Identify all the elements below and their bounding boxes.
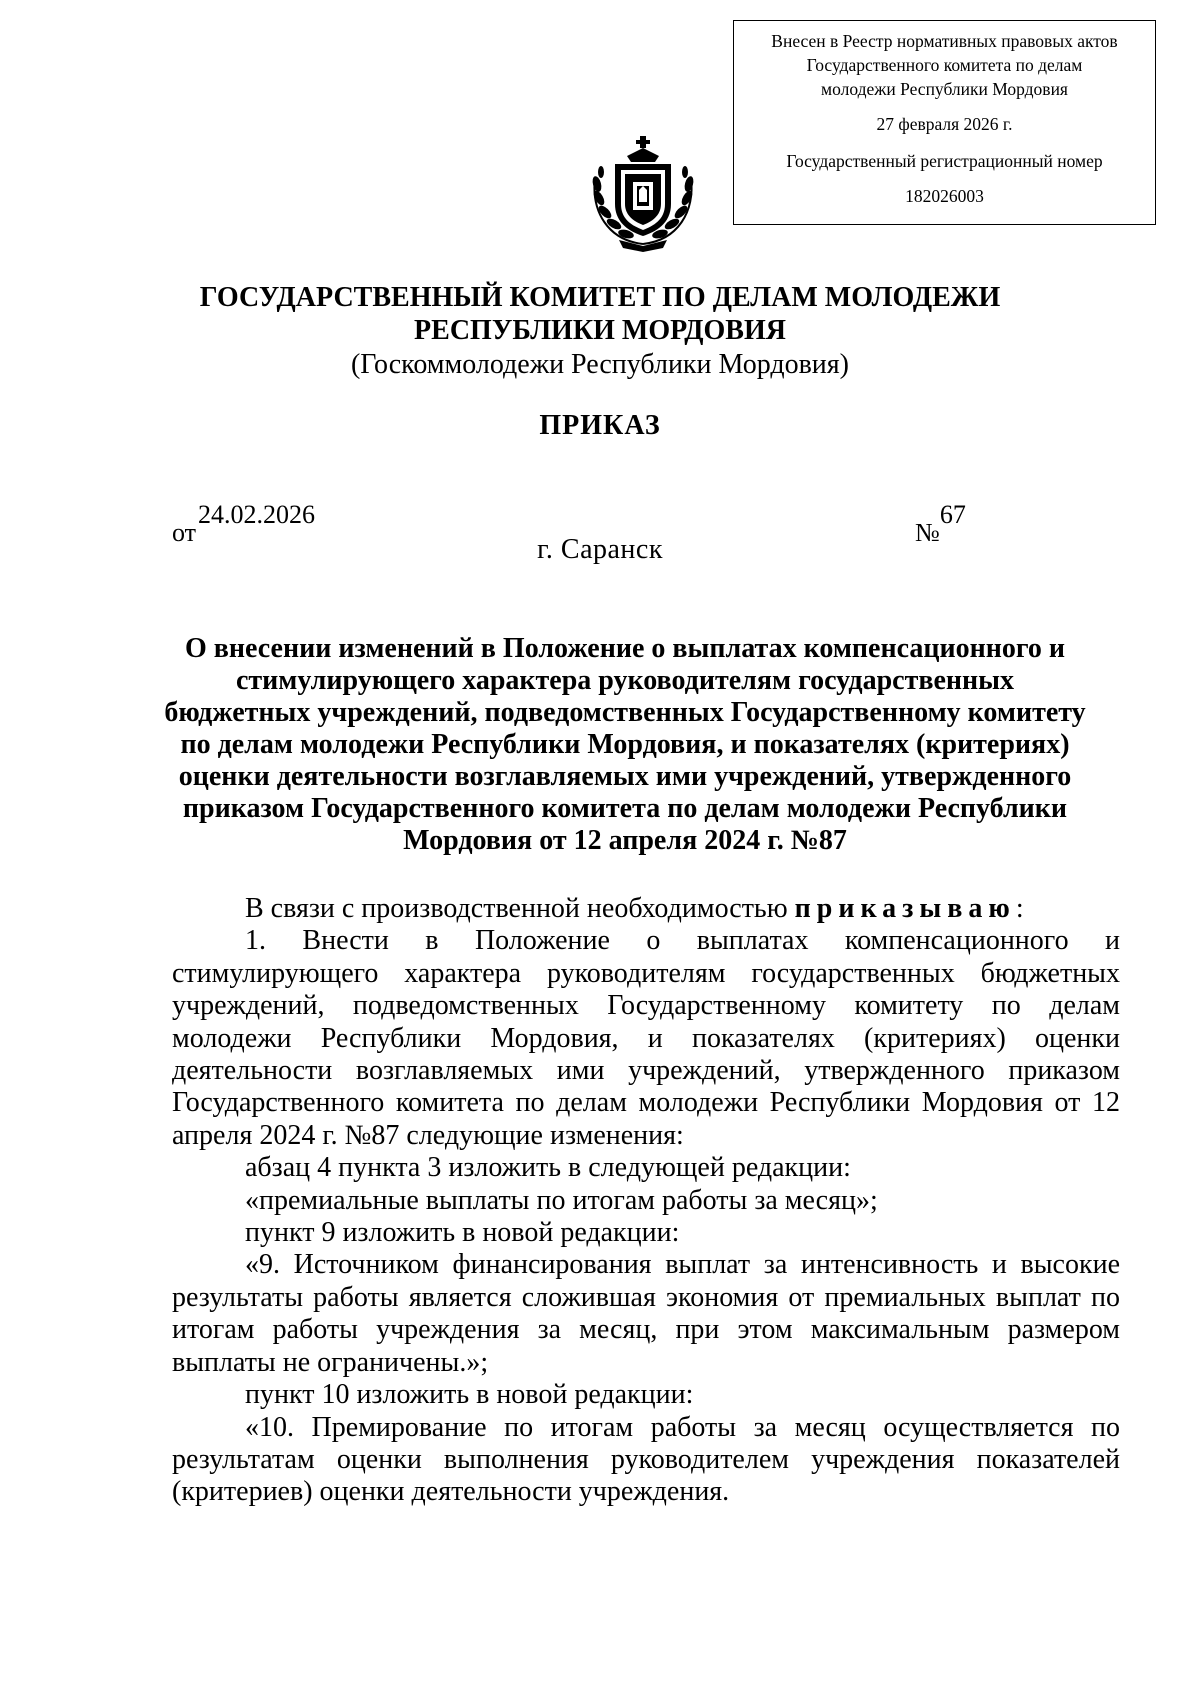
title-line: приказом Государственного комитета по делам молодежи Республики bbox=[182, 793, 1068, 824]
item-1-paragraph: 1. Внести в Положение о выплатах компенсационного и стимулирующего характера руководителям государственных бюджетных учреждений, подведомственных Государственному комитету по делам молодежи Республики Мордовия, и показателях (критериях) оценки деятельности возглавляемых ими учреждений, утвержденного приказом Государственного комитета по делам молодежи Республики Мордовия от 12 апреля 2024 г. №87 следующие изменения: bbox=[172, 925, 1120, 1151]
document-title bbox=[160, 633, 1090, 857]
registry-line-2: Государственного комитета по делам bbox=[806, 55, 1083, 75]
document-number bbox=[915, 500, 966, 547]
paragraph-10-text: «10. Премирование по итогам работы за месяц осуществляется по результатам оценки выполнения руководителем учреждения показателей (критериев) оценки деятельности учреждения. bbox=[172, 1411, 1120, 1508]
date-prefix: от bbox=[172, 518, 197, 547]
document-type: ПРИКАЗ bbox=[539, 410, 661, 441]
registry-stamp bbox=[733, 20, 1156, 225]
paragraph-punkt-9: пункт 9 изложить в новой редакции: bbox=[245, 1217, 680, 1249]
title-line: бюджетных учреждений, подведомственных Государственному комитету bbox=[164, 697, 1086, 728]
number-value: 67 bbox=[939, 500, 966, 529]
title-line: по делам молодежи Республики Мордовия, и показателях (критериях) bbox=[180, 729, 1070, 760]
title-line: О внесении изменений в Положение о выплатах компенсационного и bbox=[184, 633, 1066, 664]
title-line: стимулирующего характера руководителям государственных bbox=[235, 665, 1014, 696]
number-prefix: № bbox=[915, 518, 940, 547]
intro-colon: : bbox=[1015, 893, 1024, 924]
order-verb: приказываю bbox=[794, 893, 1016, 924]
paragraph-9-text: «9. Источником финансирования выплат за интенсивность и высокие результаты работы является сложившая экономия от премиальных выплат по итогам работы учреждения за месяц, при этом максимальным размером выплаты не ограничены.»; bbox=[172, 1249, 1120, 1378]
title-line: оценки деятельности возглавляемых ими учреждений, утвержденного bbox=[178, 761, 1072, 792]
registry-line-1: Внесен в Реестр нормативных правовых актов bbox=[771, 31, 1118, 51]
date-value: 24.02.2026 bbox=[198, 500, 316, 529]
document-city: г. Саранск bbox=[537, 534, 663, 565]
registry-number: 182026003 bbox=[905, 186, 984, 206]
registry-number-label: Государственный регистрационный номер bbox=[786, 151, 1103, 171]
registry-line-3: молодежи Республики Мордовия bbox=[821, 79, 1068, 99]
document-body bbox=[172, 893, 1120, 1509]
paragraph-premial: «премиальные выплаты по итогам работы за месяц»; bbox=[245, 1184, 878, 1216]
org-name-line-1: ГОСУДАРСТВЕННЫЙ КОМИТЕТ ПО ДЕЛАМ МОЛОДЕЖИ bbox=[199, 282, 1001, 313]
paragraph-abzac: абзац 4 пункта 3 изложить в следующей редакции: bbox=[245, 1152, 851, 1184]
organization-header bbox=[0, 281, 1200, 383]
coat-of-arms-emblem-icon bbox=[583, 132, 703, 252]
registry-date: 27 февраля 2026 г. bbox=[876, 114, 1013, 134]
paragraph-punkt-10: пункт 10 изложить в новой редакции: bbox=[245, 1379, 694, 1411]
org-name-line-2: РЕСПУБЛИКИ МОРДОВИЯ bbox=[414, 315, 786, 346]
intro-paragraph bbox=[172, 893, 1120, 925]
document-date bbox=[172, 500, 316, 547]
intro-text: В связи с производственной необходимостью bbox=[245, 893, 795, 924]
org-short-name: (Госкоммолодежи Республики Мордовия) bbox=[350, 349, 849, 380]
title-line: Мордовия от 12 апреля 2024 г. №87 bbox=[403, 825, 847, 856]
